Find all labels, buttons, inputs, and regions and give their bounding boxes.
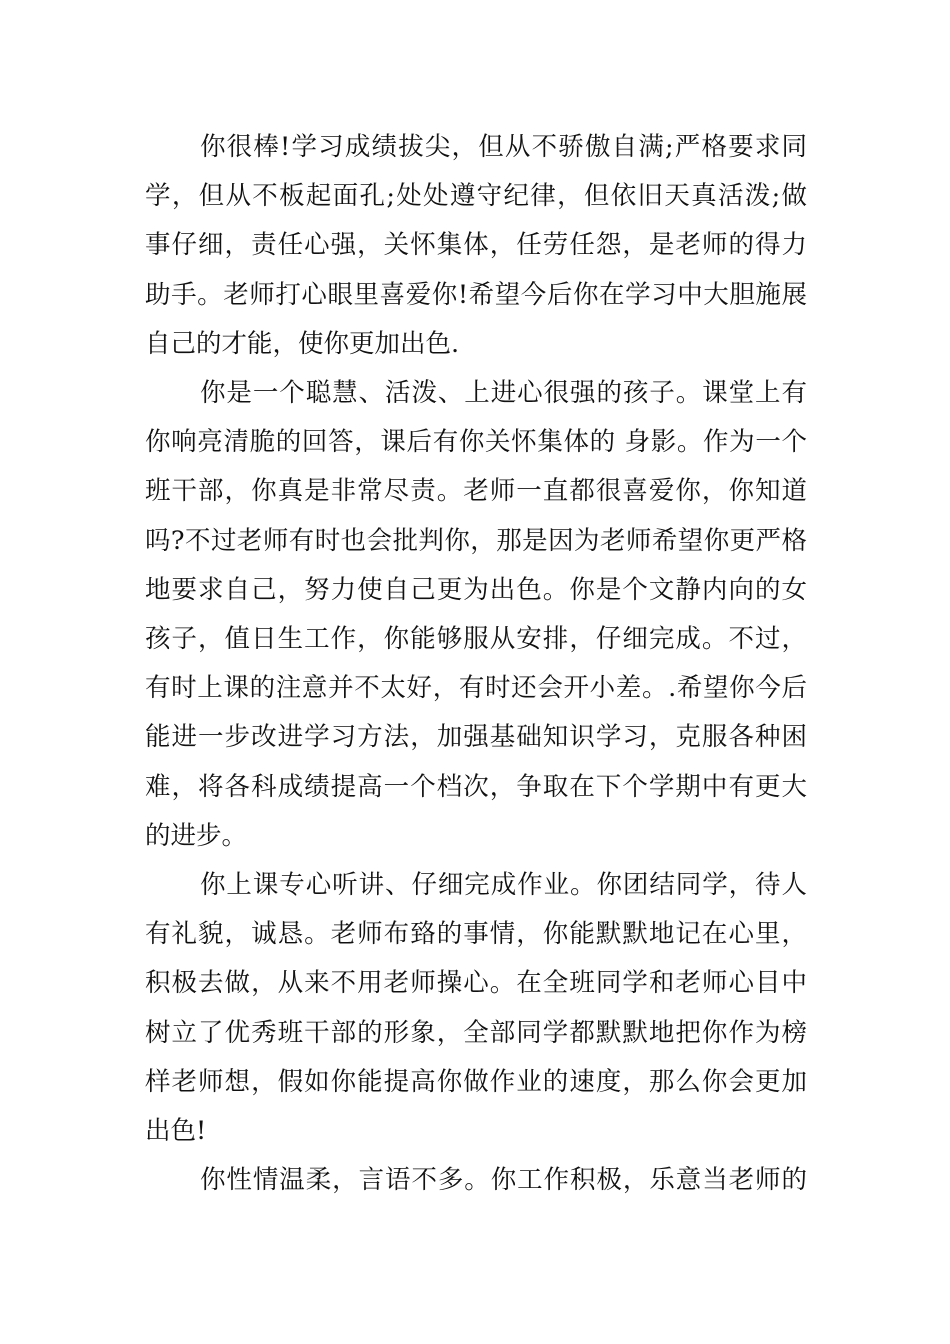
- text-line: 助手。老师打心眼里喜爱你!希望今后你在学习中大胆施展: [145, 279, 807, 310]
- text-line: 班干部，你真是非常尽责。老师一直都很喜爱你，你知道: [145, 476, 807, 507]
- text-line: 吗?不过老师有时也会批判你，那是因为老师希望你更严格: [145, 525, 807, 556]
- text-line: 有礼貌，诚恳。老师布臵的事情，你能默默地记在心里，: [145, 919, 807, 950]
- text-line: 积极去做，从来不用老师操心。在全班同学和老师心目中: [145, 968, 807, 999]
- paragraph-2: [145, 369, 807, 861]
- text-line: 样老师想，假如你能提高你做作业的速度，那么你会更加: [145, 1066, 807, 1097]
- document-page: [145, 123, 807, 1205]
- text-line: 能进一步改进学习方法，加强基础知识学习，克服各种困: [145, 722, 807, 753]
- text-line: 地要求自己，努力使自己更为出色。你是个文静内向的女: [145, 574, 807, 605]
- paragraph-1: [145, 123, 807, 369]
- paragraph-4: [145, 1156, 807, 1205]
- text-line: 有时上课的注意并不太好，有时还会开小差。.希望你今后: [145, 673, 807, 704]
- text-line: 你是一个聪慧、活泼、上进心很强的孩子。课堂上有: [200, 378, 807, 409]
- text-line: 的进步。: [145, 820, 248, 851]
- text-line: 出色!: [145, 1116, 207, 1147]
- text-line: 难，将各科成绩提高一个档次，争取在下个学期中有更大: [145, 771, 807, 802]
- paragraph-3: [145, 861, 807, 1156]
- text-line: 你很棒!学习成绩拔尖，但从不骄傲自满;严格要求同: [200, 132, 807, 162]
- text-line: 孩子，值日生工作，你能够服从安排，仔细完成。不过，: [145, 624, 807, 655]
- text-line: 你上课专心听讲、仔细完成作业。你团结同学，待人: [200, 870, 807, 901]
- text-line: 你响亮清脆的回答，课后有你关怀集体的 身影。作为一个: [145, 427, 807, 458]
- text-line: 自己的才能，使你更加出色.: [145, 328, 460, 359]
- text-line: 学，但从不板起面孔;处处遵守纪律，但依旧天真活泼;做: [145, 181, 807, 212]
- text-line: 你性情温柔，言语不多。你工作积极，乐意当老师的: [200, 1165, 807, 1196]
- text-line: 树立了优秀班干部的形象，全部同学都默默地把你作为榜: [145, 1017, 807, 1048]
- text-line: 事仔细，责任心强，关怀集体，任劳任怨，是老师的得力: [145, 230, 807, 261]
